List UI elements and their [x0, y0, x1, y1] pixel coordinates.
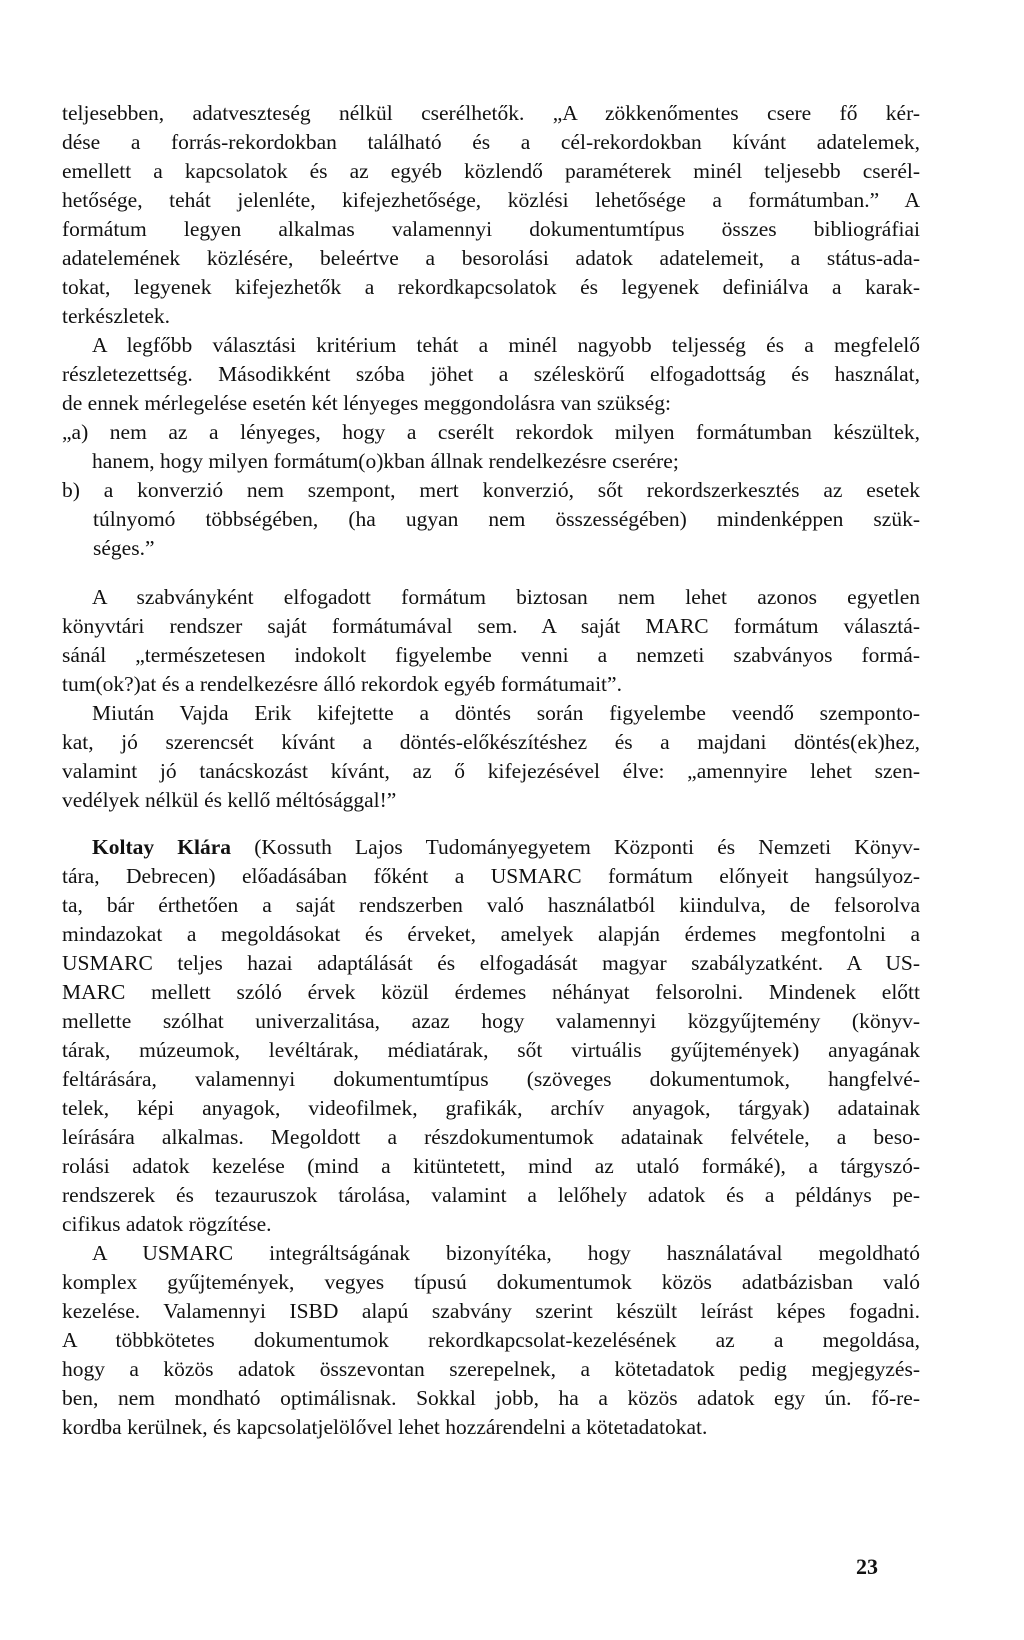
text-line: MARC mellett szóló érvek közül érdemes néhányat felsorolni. Mindenek előtt [62, 980, 920, 1004]
text-line: rolási adatok kezelése (mind a kitüntetett, mind az utaló formáké), a tárgyszó- [62, 1154, 920, 1178]
text-line: vedélyek nélkül és kellő méltósággal!” [62, 788, 397, 812]
text-line: rendszerek és tezauruszok tárolása, valamint a lelőhely adatok és a példánys pe- [62, 1183, 920, 1207]
text-line: emellett a kapcsolatok és az egyéb közlendő paraméterek minél teljesebb cserél- [62, 159, 920, 183]
text-line: A legfőbb választási kritérium tehát a minél nagyobb teljesség és a megfelelő [92, 333, 920, 357]
text-line: tum(ok?)at és a rendelkezésre álló rekordok egyéb formátumait”. [62, 672, 622, 696]
speaker-name: Koltay Klára [92, 835, 232, 859]
text-line: hetősége, tehát jelenléte, kifejezhetősége, közlési lehetősége a formátumban.” A [62, 188, 920, 212]
list-item-b: b) a konverzió nem szempont, mert konverzió, sőt rekordszerkesztés az esetek [62, 478, 920, 502]
text-line: séges.” [93, 536, 155, 560]
text-line: ta, bár érthetően a saját rendszerben való használatból kiindulva, de felsorolva [62, 893, 920, 917]
text-span: (Kossuth Lajos Tudományegyetem Központi és Nemzeti Könyv- [231, 835, 920, 859]
text-line: tára, Debrecen) előadásában főként a USMARC formátum előnyeit hangsúlyoz- [62, 864, 920, 888]
text-line: tárak, múzeumok, levéltárak, médiatárak, sőt virtuális gyűjtemények) anyagának [62, 1038, 920, 1062]
list-item-a: „a) nem az a lényeges, hogy a cserélt rekordok milyen formátumban készültek, [62, 420, 920, 444]
text-line: mindazokat a megoldásokat és érveket, amelyek alapján érdemes megfontolni a [62, 922, 920, 946]
text-line: Miután Vajda Erik kifejtette a döntés során figyelembe veendő szemponto- [92, 701, 920, 725]
text-line: tokat, legyenek kifejezhetők a rekordkapcsolatok és legyenek definiálva a karak- [62, 275, 920, 299]
text-line: komplex gyűjtemények, vegyes típusú dokumentumok közös adatbázisban való [62, 1270, 920, 1294]
text-line: mellette szólhat univerzalitása, azaz hogy valamennyi közgyűjtemény (könyv- [62, 1009, 920, 1033]
text-line: hogy a közös adatok összevontan szerepelnek, a kötetadatok pedig megjegyzés- [62, 1357, 920, 1381]
text-line: cifikus adatok rögzítése. [62, 1212, 272, 1236]
page-number: 23 [856, 1554, 878, 1579]
text-line: kezelése. Valamennyi ISBD alapú szabvány szerint készült leírást képes fogadni. [62, 1299, 920, 1323]
text-line: kordba kerülnek, és kapcsolatjelölővel lehet hozzárendelni a kötetadatokat. [62, 1415, 708, 1439]
text-line: könyvtári rendszer saját formátumával sem. A saját MARC formátum választá- [62, 614, 920, 638]
text-line: de ennek mérlegelése esetén két lényeges meggondolásra van szükség: [62, 391, 671, 415]
text-line: ben, nem mondható optimálisnak. Sokkal jobb, ha a közös adatok egy ún. fő-re- [62, 1386, 920, 1410]
text-line: formátum legyen alkalmas valamennyi dokumentumtípus összes bibliográfiai [62, 217, 920, 241]
text-line: dése a forrás-rekordokban található és a cél-rekordokban kívánt adatelemek, [62, 130, 920, 154]
text-line: leírására alkalmas. Megoldott a részdokumentumok adatainak felvétele, a beso- [62, 1125, 920, 1149]
text-line: telek, képi anyagok, videofilmek, grafikák, archív anyagok, tárgyak) adatainak [62, 1096, 920, 1120]
text-line: adatelemének közlésére, beleértve a besorolási adatok adatelemeit, a státus-ada- [62, 246, 920, 270]
text-line: USMARC teljes hazai adaptálását és elfogadását magyar szabályzatként. A US- [62, 951, 920, 975]
text-line: kat, jó szerencsét kívánt a döntés-előkészítéshez és a majdani döntés(ek)hez, [62, 730, 920, 754]
text-line: feltárására, valamennyi dokumentumtípus (szöveges dokumentumok, hangfelvé- [62, 1067, 920, 1091]
text-line: A USMARC integráltságának bizonyítéka, hogy használatával megoldható [92, 1241, 920, 1265]
text-line: A többkötetes dokumentumok rekordkapcsolat-kezelésének az a megoldása, [62, 1328, 920, 1352]
text-line: valamint jó tanácskozást kívánt, az ő kifejezésével élve: „amennyire lehet szen- [62, 759, 920, 783]
text-line: részletezettség. Másodikként szóba jöhet a széleskörű elfogadottság és használat, [62, 362, 920, 386]
text-line: terkészletek. [62, 304, 171, 328]
text-line [92, 834, 920, 860]
text-line: túlnyomó többségében, (ha ugyan nem összességében) mindenképpen szük- [93, 507, 920, 531]
text-line: teljesebben, adatveszteség nélkül cserélhetők. „A zökkenőmentes csere fő kér- [62, 101, 920, 125]
text-line: sánál „természetesen indokolt figyelembe venni a nemzeti szabványos formá- [62, 643, 920, 667]
text-line: hanem, hogy milyen formátum(o)kban állnak rendelkezésre cserére; [92, 449, 679, 473]
text-line: A szabványként elfogadott formátum biztosan nem lehet azonos egyetlen [92, 585, 920, 609]
